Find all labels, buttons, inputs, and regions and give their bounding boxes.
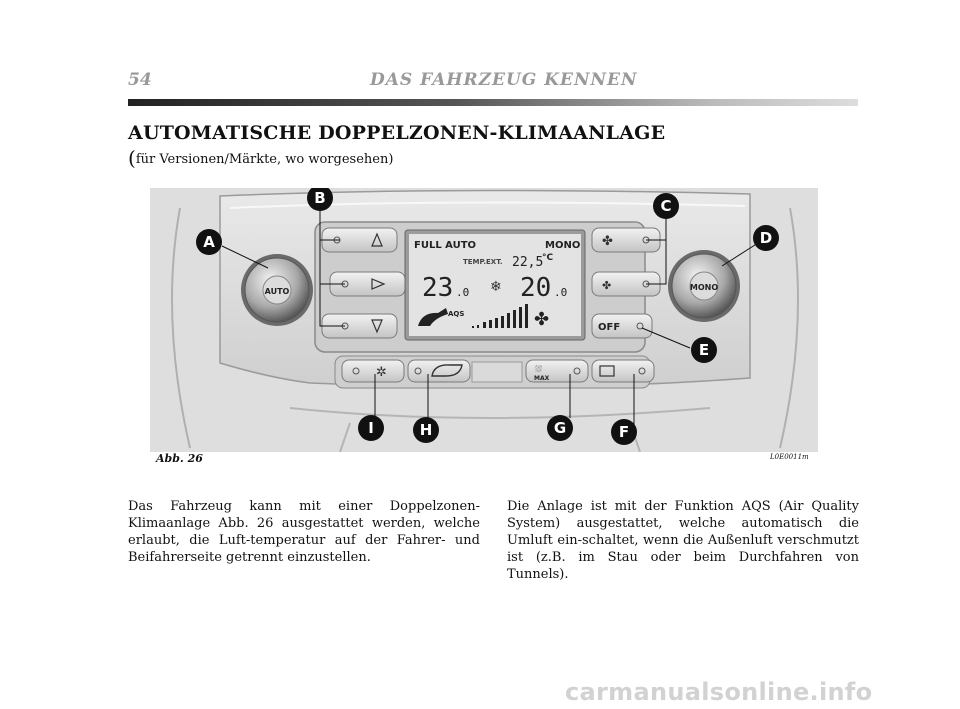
header-rule	[128, 99, 858, 106]
fan-down-icon: ✤	[602, 279, 612, 292]
callout-g: G	[553, 419, 567, 437]
off-label: OFF	[598, 322, 621, 333]
fan-up-icon: ✤	[602, 234, 613, 249]
display-full-auto: FULL AUTO	[414, 240, 477, 251]
subtitle-paren: (	[128, 146, 136, 170]
center-blank-panel	[472, 362, 522, 382]
mono-knob[interactable]	[668, 250, 740, 322]
display-aqs: AQS	[448, 310, 465, 318]
recirculation-button[interactable]	[408, 360, 470, 382]
callout-f: F	[618, 423, 630, 441]
climate-control-figure	[150, 188, 818, 452]
callout-h: H	[419, 421, 433, 439]
chapter-title: DAS FAHRZEUG KENNEN	[370, 70, 638, 90]
display-left-temp-decimal: .0	[456, 286, 470, 299]
right-buttons	[592, 228, 660, 338]
max-label: MAX	[534, 375, 550, 382]
auto-knob[interactable]	[241, 254, 313, 326]
callout-c: C	[660, 197, 672, 215]
display-temp-ext-label: TEMP.EXT.	[463, 258, 503, 266]
paragraph-right: Die Anlage ist mit der Funktion AQS (Air Quality System) ausgestattet, welche automatisch die Umluft ein-schaltet, wenn die Außenluft verschmutzt ist (z.B. im Stau oder beim Durchfahren von Tunnels).	[507, 499, 859, 582]
windshield-defrost-icon: ⛆	[535, 365, 543, 375]
section-subtitle	[128, 146, 393, 170]
ac-compressor-button[interactable]	[342, 360, 404, 382]
left-temp-buttons	[322, 228, 405, 338]
watermark: carmanualsonline.info	[565, 678, 873, 706]
display-right-temp: 20	[520, 273, 552, 303]
paragraph-left: Das Fahrzeug kann mit einer Doppelzonen-Klimaanlage Abb. 26 ausgestattet werden, welche erlaubt, die Luft-temperatur auf der Fahrer- und Beifahrerseite getrennt einzustellen.	[128, 499, 480, 565]
display-left-temp: 23	[422, 273, 454, 303]
callout-e: E	[698, 341, 710, 359]
display-mono: MONO	[545, 240, 581, 251]
callout-a: A	[203, 233, 215, 251]
display-temp-unit: °C	[542, 253, 554, 263]
callout-d: D	[759, 229, 773, 247]
callout-i: I	[368, 419, 374, 437]
page-number: 54	[128, 70, 152, 90]
snowflake-button-icon: ✲	[376, 365, 387, 380]
display-temp-ext-value: 22,5	[512, 255, 544, 270]
mono-knob-label: MONO	[689, 283, 719, 292]
auto-knob-label: AUTO	[264, 287, 290, 296]
display-right-temp-decimal: .0	[554, 286, 568, 299]
callout-b: B	[314, 189, 326, 207]
figure-code: L0E0011m	[770, 453, 809, 461]
section-title: AUTOMATISCHE DOPPELZONEN-KLIMAANLAGE	[128, 122, 666, 144]
fan-icon: ✤	[534, 309, 550, 330]
snowflake-icon: ❄	[490, 279, 502, 295]
subtitle-text: für Versionen/Märkte, wo worgesehen)	[135, 152, 394, 167]
figure-caption: Abb. 26	[156, 452, 203, 465]
